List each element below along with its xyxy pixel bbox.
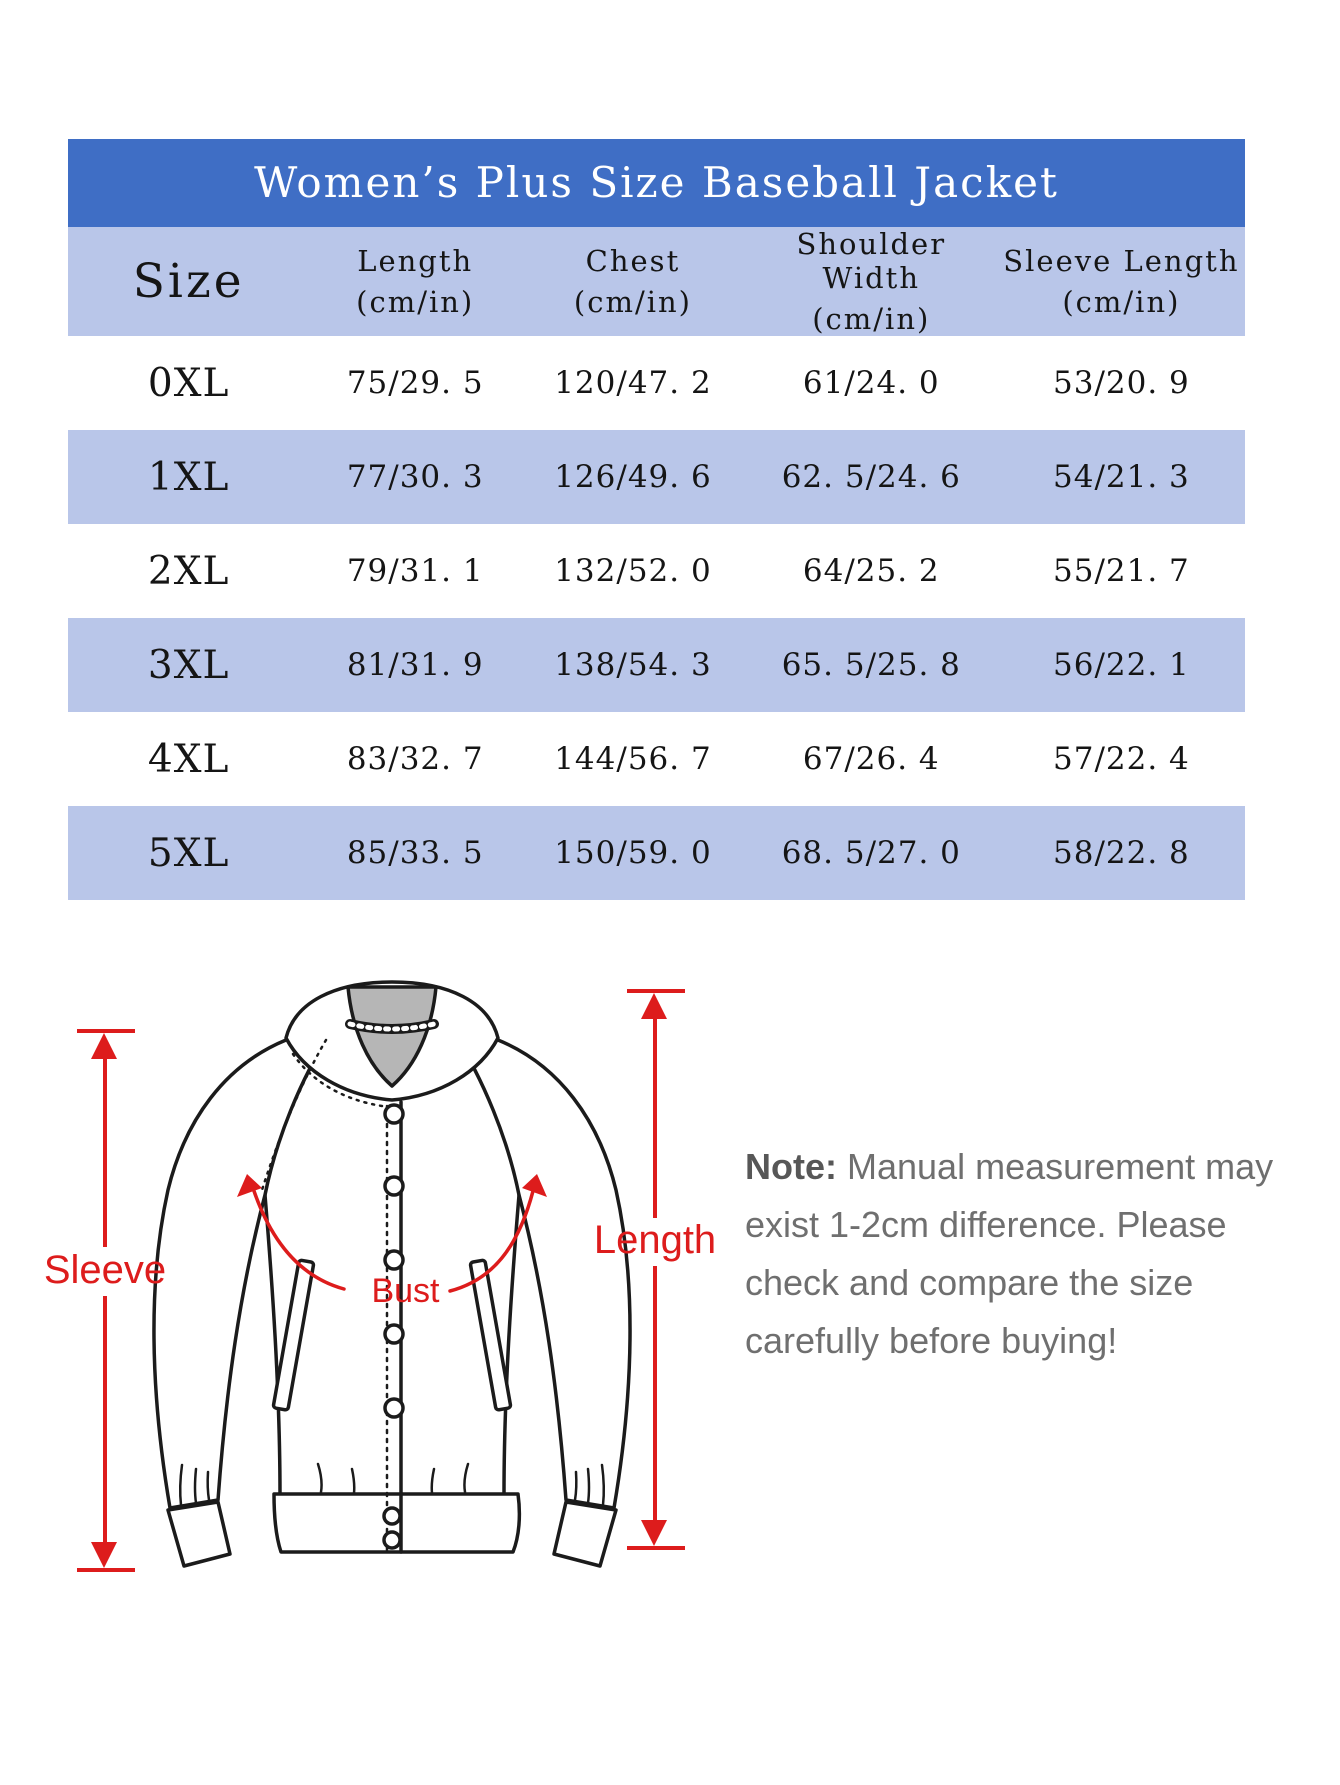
length-arrow-line-lower <box>653 1266 657 1522</box>
shoulder-cell: 64/25. 2 <box>802 553 940 589</box>
length-cell: 83/32. 7 <box>346 741 484 777</box>
sleeve-cell: 56/22. 1 <box>1053 647 1190 683</box>
chest-cell: 120/47. 2 <box>554 365 712 401</box>
shoulder-cell: 68. 5/27. 0 <box>781 835 961 871</box>
sleeve-arrow-line-lower <box>103 1296 107 1546</box>
note-line: check and compare the size <box>745 1262 1194 1303</box>
length-cell: 81/31. 9 <box>346 647 484 683</box>
length-cell: 79/31. 1 <box>346 553 484 589</box>
column-header-shoulder-width <box>745 227 998 336</box>
size-table <box>68 227 1245 900</box>
size-cell: 3XL <box>147 642 230 688</box>
sleeve-cell: 53/20. 9 <box>1053 365 1190 401</box>
jacket-cuff-right <box>554 1502 616 1566</box>
column-label: Chest <box>585 244 681 278</box>
length-arrow-bottom-tick <box>627 1546 685 1550</box>
table-row-0xl <box>68 336 1245 430</box>
sleeve-cell: 58/22. 8 <box>1053 835 1190 871</box>
shoulder-cell: 61/24. 0 <box>802 365 940 401</box>
column-header-sleeve-length <box>998 227 1245 336</box>
column-label: Length <box>357 244 474 278</box>
size-chart <box>68 139 1245 900</box>
size-cell: 2XL <box>147 548 230 594</box>
column-header-chest <box>521 227 745 336</box>
table-row-2xl <box>68 524 1245 618</box>
measurement-note <box>745 1138 1274 1370</box>
sleeve-arrow-line-upper <box>103 1047 107 1247</box>
note-text: Manual measurement may <box>847 1146 1274 1187</box>
bust-label: Bust <box>371 1272 440 1310</box>
column-unit: (cm/in) <box>1062 285 1181 319</box>
length-cell: 75/29. 5 <box>346 365 484 401</box>
length-cell: 77/30. 3 <box>346 459 484 495</box>
shoulder-cell: 62. 5/24. 6 <box>781 459 961 495</box>
length-cell: 85/33. 5 <box>346 835 484 871</box>
jacket-cuff-left <box>168 1502 230 1566</box>
chest-cell: 138/54. 3 <box>554 647 712 683</box>
table-row-3xl <box>68 618 1245 712</box>
note-line <box>745 1138 1274 1196</box>
column-label: Sleeve Length <box>1003 244 1240 278</box>
arrow-down-icon <box>641 1520 667 1546</box>
column-label: Shoulder Width <box>796 227 947 295</box>
note-prefix: Note: <box>745 1146 837 1187</box>
chart-title: Women’s Plus Size Baseball Jacket <box>68 139 1245 227</box>
size-cell: 1XL <box>147 454 230 500</box>
size-cell: 4XL <box>147 736 230 782</box>
sleeve-cell: 57/22. 4 <box>1053 741 1190 777</box>
sleeve-label: Sleeve <box>43 1248 167 1292</box>
arrow-down-icon <box>91 1542 117 1568</box>
length-label: Length <box>593 1218 717 1262</box>
table-row-4xl <box>68 712 1245 806</box>
size-cell: 5XL <box>147 830 230 876</box>
sleeve-arrow-bottom-tick <box>77 1568 135 1572</box>
column-unit: (cm/in) <box>573 285 692 319</box>
chest-cell: 132/52. 0 <box>554 553 712 589</box>
table-row-1xl <box>68 430 1245 524</box>
shoulder-cell: 67/26. 4 <box>802 741 940 777</box>
chest-cell: 150/59. 0 <box>554 835 712 871</box>
table-row-5xl <box>68 806 1245 900</box>
sleeve-cell: 55/21. 7 <box>1053 553 1190 589</box>
shoulder-cell: 65. 5/25. 8 <box>781 647 961 683</box>
column-unit: (cm/in) <box>356 285 475 319</box>
column-unit: (cm/in) <box>812 302 931 336</box>
column-header-size: Size <box>132 254 245 309</box>
chest-cell: 144/56. 7 <box>554 741 712 777</box>
header-row <box>68 227 1245 336</box>
sleeve-cell: 54/21. 3 <box>1053 459 1190 495</box>
chest-cell: 126/49. 6 <box>554 459 712 495</box>
column-header-length <box>309 227 521 336</box>
size-cell: 0XL <box>147 360 230 406</box>
length-arrow-line-upper <box>653 1007 657 1218</box>
note-line: exist 1-2cm difference. Please <box>745 1204 1227 1245</box>
note-line: carefully before buying! <box>745 1320 1118 1361</box>
